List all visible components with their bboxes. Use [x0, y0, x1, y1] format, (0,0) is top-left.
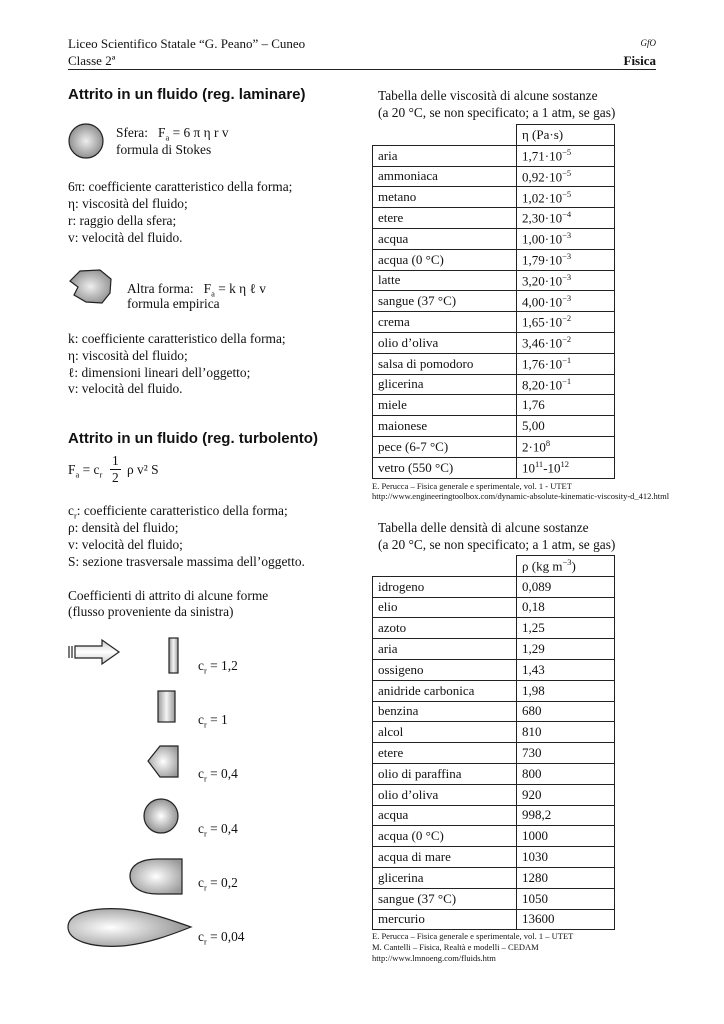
density-value-cell: 1000 [517, 826, 615, 847]
viscosity-value-cell: $2\cdot 10^8$ [517, 436, 615, 457]
table-row [373, 743, 615, 764]
density-substance-cell: olio di paraffina [373, 763, 517, 784]
table-row [373, 701, 615, 722]
viscosity-substance-cell: vetro (550 °C) [373, 457, 517, 478]
flow-arrow-icon [68, 639, 122, 665]
sphere-icon [68, 123, 104, 159]
table-row [373, 125, 615, 146]
header-rule [68, 69, 656, 70]
viscosity-caption-2: (a 20 °C, se non specificato; a 1 atm, se gas) [378, 105, 616, 120]
coeff-half-teardrop: $c_r = 0,2$ [198, 875, 238, 893]
legend2-line2: η: viscosità del fluido; [68, 348, 188, 363]
density-value-cell: 0,089 [517, 576, 615, 597]
density-value-cell: 730 [517, 743, 615, 764]
density-substance-cell: ossigeno [373, 659, 517, 680]
viscosity-substance-cell: maionese [373, 416, 517, 437]
density-caption-1: Tabella delle densità di alcune sostanze [378, 520, 589, 535]
density-value-cell: 13600 [517, 909, 615, 930]
table-row [373, 145, 615, 166]
viscosity-substance-cell: latte [373, 270, 517, 291]
table-row [373, 576, 615, 597]
density-value-cell: 920 [517, 784, 615, 805]
density-value-cell: 810 [517, 722, 615, 743]
density-substance-cell: anidride carbonica [373, 680, 517, 701]
table-row [373, 208, 615, 229]
table-row [373, 639, 615, 660]
streamline-icon [66, 905, 194, 953]
class-label: Classe 2ª [68, 53, 116, 68]
table-row [373, 888, 615, 909]
density-value-cell: 1030 [517, 847, 615, 868]
thin-plate-icon [168, 637, 180, 675]
table-row [373, 659, 615, 680]
table-row [373, 436, 615, 457]
subject-label: Fisica [623, 53, 656, 68]
density-source-1: E. Perucca – Fisica generale e sperimentale, vol. 1 – UTET [372, 931, 574, 941]
viscosity-source-2: http://www.engineeringtoolbox.com/dynamic-absolute-kinematic-viscosity-d_412.html [372, 491, 670, 501]
coeff-subtitle: (flusso proveniente da sinistra) [68, 604, 234, 619]
density-substance-cell: sangue (37 °C) [373, 888, 517, 909]
viscosity-value-cell: $3,20\cdot 10^{-3}$ [517, 270, 615, 291]
density-substance-cell: glicerina [373, 867, 517, 888]
block-icon [157, 690, 177, 724]
density-substance-cell: acqua (0 °C) [373, 826, 517, 847]
legend2-line1: k: coefficiente caratteristico della forma; [68, 331, 286, 346]
viscosity-substance-cell: olio d’oliva [373, 332, 517, 353]
table-cell [373, 556, 517, 577]
table-row [373, 618, 615, 639]
turbulent-title: Attrito in un fluido (reg. turbolento) [68, 430, 318, 447]
density-substance-cell: acqua di mare [373, 847, 517, 868]
viscosity-substance-cell: miele [373, 395, 517, 416]
viscosity-substance-cell: crema [373, 312, 517, 333]
density-unit-header: ρ (kg $m^{-3}$) [517, 556, 615, 577]
density-value-cell: 0,18 [517, 597, 615, 618]
density-substance-cell: olio d’oliva [373, 784, 517, 805]
viscosity-value-cell: $4,00\cdot 10^{-3}$ [517, 291, 615, 312]
density-table [372, 555, 615, 930]
viscosity-value-cell: $2,30\cdot 10^{-4}$ [517, 208, 615, 229]
viscosity-table [372, 124, 615, 479]
turb-legend-line3: v: velocità del fluido; [68, 537, 183, 552]
turb-legend-line4: S: sezione trasversale massima dell’oggetto. [68, 554, 305, 569]
table-row [373, 187, 615, 208]
table-row [373, 457, 615, 478]
density-substance-cell: idrogeno [373, 576, 517, 597]
density-source-3: http://www.lmnoeng.com/fluids.htm [372, 953, 496, 963]
table-row [373, 312, 615, 333]
legend2-line4: v: velocità del fluido. [68, 381, 183, 396]
viscosity-value-cell: $10^{11}-10^{12}$ [517, 457, 615, 478]
sphere-label: Sfera: [116, 125, 148, 140]
viscosity-value-cell: $1,71\cdot 10^{-5}$ [517, 145, 615, 166]
coeff-sphere: $c_r = 0,4$ [198, 821, 238, 839]
density-substance-cell: azoto [373, 618, 517, 639]
density-value-cell: 1,29 [517, 639, 615, 660]
viscosity-value-cell: $3,46\cdot 10^{-2}$ [517, 332, 615, 353]
sphere-formula: $F_a = 6$ π η r v [158, 125, 229, 143]
density-substance-cell: aria [373, 639, 517, 660]
viscosity-substance-cell: ammoniaca [373, 166, 517, 187]
density-caption-2: (a 20 °C, se non specificato; a 1 atm, se gas) [378, 537, 616, 552]
density-substance-cell: mercurio [373, 909, 517, 930]
viscosity-substance-cell: aria [373, 145, 517, 166]
legend1-line2: η: viscosità del fluido; [68, 196, 188, 211]
density-substance-cell: acqua [373, 805, 517, 826]
viscosity-value-cell: $1,65\cdot 10^{-2}$ [517, 312, 615, 333]
density-value-cell: 800 [517, 763, 615, 784]
author-initials: GfO [640, 38, 656, 48]
viscosity-substance-cell: salsa di pomodoro [373, 353, 517, 374]
density-substance-cell: benzina [373, 701, 517, 722]
ball-icon [143, 798, 179, 834]
table-row [373, 680, 615, 701]
viscosity-unit-header: η (Pa·s) [517, 125, 615, 146]
density-substance-cell: etere [373, 743, 517, 764]
legend1-line1: 6π: coefficiente caratteristico della forma; [68, 179, 293, 194]
table-row [373, 395, 615, 416]
viscosity-value-cell: $1,76\cdot 10^{-1}$ [517, 353, 615, 374]
viscosity-value-cell: $0,92\cdot 10^{-5}$ [517, 166, 615, 187]
legend1-line4: v: velocità del fluido. [68, 230, 183, 245]
viscosity-source-1: E. Perucca – Fisica generale e sperimentale, vol. 1 - UTET [372, 481, 572, 491]
viscosity-substance-cell: metano [373, 187, 517, 208]
other-label: Altra forma: [127, 281, 194, 296]
legend1-line3: r: raggio della sfera; [68, 213, 177, 228]
density-value-cell: 680 [517, 701, 615, 722]
density-value-cell: 1,43 [517, 659, 615, 680]
viscosity-value-cell: $1,00\cdot 10^{-3}$ [517, 228, 615, 249]
table-row [373, 826, 615, 847]
stokes-label: formula di Stokes [116, 142, 212, 157]
density-value-cell: 1,25 [517, 618, 615, 639]
viscosity-substance-cell: sangue (37 °C) [373, 291, 517, 312]
table-row [373, 805, 615, 826]
empirical-label: formula empirica [127, 296, 220, 311]
table-row [373, 374, 615, 395]
viscosity-value-cell: $1,02\cdot 10^{-5}$ [517, 187, 615, 208]
irregular-shape-icon [66, 267, 114, 305]
viscosity-caption-1: Tabella delle viscosità di alcune sostanze [378, 88, 598, 103]
table-row [373, 556, 615, 577]
viscosity-substance-cell: glicerina [373, 374, 517, 395]
viscosity-value-cell: 1,76 [517, 395, 615, 416]
coeff-plate: $c_r = 1,2$ [198, 658, 238, 676]
legend2-line3: ℓ: dimensioni lineari dell’oggetto; [68, 365, 251, 380]
table-row [373, 847, 615, 868]
table-row [373, 597, 615, 618]
table-row [373, 867, 615, 888]
table-row [373, 228, 615, 249]
coeff-pointed: $c_r = 0,4$ [198, 766, 238, 784]
school-name: Liceo Scientifico Statale “G. Peano” – Cuneo [68, 36, 306, 51]
table-row [373, 353, 615, 374]
table-row [373, 270, 615, 291]
coeff-streamline: $c_r = 0,04$ [198, 929, 245, 947]
viscosity-substance-cell: acqua (0 °C) [373, 249, 517, 270]
table-row [373, 332, 615, 353]
table-row [373, 722, 615, 743]
viscosity-value-cell: $1,79\cdot 10^{-3}$ [517, 249, 615, 270]
table-row [373, 166, 615, 187]
turb-legend-line2: ρ: densità del fluido; [68, 520, 179, 535]
viscosity-value-cell: 5,00 [517, 416, 615, 437]
coeff-block: $c_r = 1$ [198, 712, 228, 730]
turb-legend-line1: $c_r$: coefficiente caratteristico della forma; [68, 503, 288, 521]
coeff-title: Coefficienti di attrito di alcune forme [68, 588, 269, 603]
density-value-cell: 998,2 [517, 805, 615, 826]
viscosity-value-cell: $8,20\cdot 10^{-1}$ [517, 374, 615, 395]
table-row [373, 784, 615, 805]
density-value-cell: 1050 [517, 888, 615, 909]
table-row [373, 763, 615, 784]
table-cell [373, 125, 517, 146]
viscosity-substance-cell: pece (6-7 °C) [373, 436, 517, 457]
viscosity-substance-cell: acqua [373, 228, 517, 249]
pointed-block-icon [147, 744, 181, 780]
table-row [373, 291, 615, 312]
half-teardrop-icon [128, 857, 184, 897]
density-source-2: M. Cantelli – Fisica, Realtà e modelli – CEDAM [372, 942, 539, 952]
laminar-title: Attrito in un fluido (reg. laminare) [68, 86, 306, 103]
density-substance-cell: elio [373, 597, 517, 618]
density-value-cell: 1280 [517, 867, 615, 888]
table-row [373, 416, 615, 437]
table-row [373, 249, 615, 270]
other-formula: $F_a = k$ η ℓ v [203, 281, 266, 299]
density-value-cell: 1,98 [517, 680, 615, 701]
viscosity-substance-cell: etere [373, 208, 517, 229]
density-substance-cell: alcol [373, 722, 517, 743]
table-row [373, 909, 615, 930]
